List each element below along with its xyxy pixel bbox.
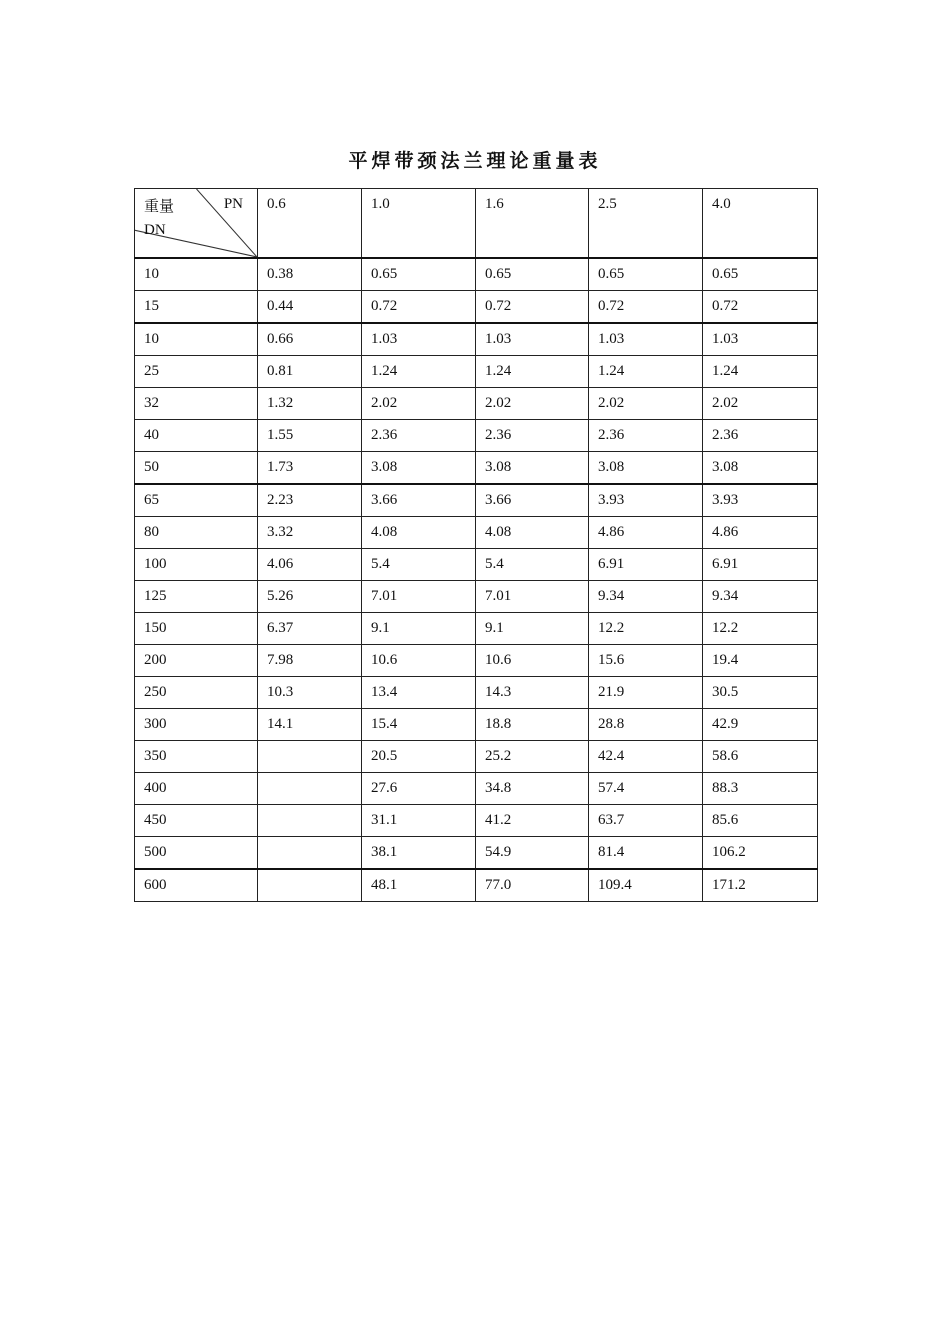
- table-row: [135, 677, 818, 709]
- table-row: [135, 323, 818, 356]
- table-row: [135, 645, 818, 677]
- weight-cell: 15.4: [362, 709, 476, 741]
- flange-weight-table: [134, 188, 818, 902]
- weight-cell: 38.1: [362, 837, 476, 870]
- weight-cell: 85.6: [703, 805, 818, 837]
- weight-cell: 7.98: [258, 645, 362, 677]
- weight-axis-label: 重量: [144, 199, 175, 215]
- dn-cell: 300: [135, 709, 258, 741]
- weight-cell: 1.73: [258, 452, 362, 485]
- table-row: [135, 581, 818, 613]
- pn-header-cell: 1.0: [362, 189, 476, 259]
- weight-cell: 5.4: [362, 549, 476, 581]
- weight-cell: 19.4: [703, 645, 818, 677]
- weight-cell: 109.4: [589, 869, 703, 902]
- weight-cell: 41.2: [476, 805, 589, 837]
- weight-cell: 4.86: [589, 517, 703, 549]
- header-row: [135, 189, 818, 259]
- table-row: [135, 613, 818, 645]
- weight-cell: 18.8: [476, 709, 589, 741]
- weight-cell: 5.4: [476, 549, 589, 581]
- dn-cell: 150: [135, 613, 258, 645]
- table-row: [135, 805, 818, 837]
- weight-cell: 6.91: [589, 549, 703, 581]
- table-row: [135, 773, 818, 805]
- weight-cell: 10.6: [476, 645, 589, 677]
- weight-cell: 7.01: [476, 581, 589, 613]
- weight-cell: 54.9: [476, 837, 589, 870]
- table-row: [135, 452, 818, 485]
- dn-cell: 40: [135, 420, 258, 452]
- weight-cell: 12.2: [589, 613, 703, 645]
- weight-cell: 10.3: [258, 677, 362, 709]
- table-row: [135, 420, 818, 452]
- weight-cell: 20.5: [362, 741, 476, 773]
- dn-cell: 50: [135, 452, 258, 485]
- table-row: [135, 517, 818, 549]
- pn-header-cell: 0.6: [258, 189, 362, 259]
- weight-cell: 4.86: [703, 517, 818, 549]
- table-row: [135, 869, 818, 902]
- pn-header-cell: 2.5: [589, 189, 703, 259]
- weight-cell: 3.93: [589, 484, 703, 517]
- weight-cell: 48.1: [362, 869, 476, 902]
- weight-cell: 42.9: [703, 709, 818, 741]
- corner-header-cell: [135, 189, 258, 259]
- weight-cell: 2.23: [258, 484, 362, 517]
- weight-cell: 2.36: [362, 420, 476, 452]
- dn-cell: 450: [135, 805, 258, 837]
- pn-header-cell: 1.6: [476, 189, 589, 259]
- weight-cell: 13.4: [362, 677, 476, 709]
- weight-cell: 77.0: [476, 869, 589, 902]
- dn-cell: 125: [135, 581, 258, 613]
- weight-cell: 63.7: [589, 805, 703, 837]
- weight-cell: 2.36: [589, 420, 703, 452]
- weight-cell: 3.32: [258, 517, 362, 549]
- dn-cell: 400: [135, 773, 258, 805]
- weight-cell: 171.2: [703, 869, 818, 902]
- weight-cell: 57.4: [589, 773, 703, 805]
- weight-cell: 3.08: [589, 452, 703, 485]
- dn-cell: 200: [135, 645, 258, 677]
- dn-cell: 10: [135, 258, 258, 291]
- weight-cell: 15.6: [589, 645, 703, 677]
- weight-cell: 88.3: [703, 773, 818, 805]
- weight-cell: 2.36: [476, 420, 589, 452]
- weight-cell: 81.4: [589, 837, 703, 870]
- weight-cell: 0.65: [476, 258, 589, 291]
- dn-cell: 600: [135, 869, 258, 902]
- weight-cell: [258, 869, 362, 902]
- table-row: [135, 741, 818, 773]
- weight-cell: 9.34: [703, 581, 818, 613]
- weight-cell: 0.72: [589, 291, 703, 324]
- weight-cell: 10.6: [362, 645, 476, 677]
- table-row: [135, 549, 818, 581]
- weight-cell: [258, 805, 362, 837]
- weight-cell: 1.32: [258, 388, 362, 420]
- weight-cell: 27.6: [362, 773, 476, 805]
- weight-cell: 1.03: [362, 323, 476, 356]
- weight-cell: 0.72: [362, 291, 476, 324]
- pn-axis-label: PN: [223, 196, 243, 212]
- weight-cell: 9.1: [362, 613, 476, 645]
- table-row: [135, 291, 818, 324]
- weight-cell: [258, 837, 362, 870]
- weight-cell: 0.65: [362, 258, 476, 291]
- weight-cell: 42.4: [589, 741, 703, 773]
- weight-cell: 2.02: [362, 388, 476, 420]
- weight-cell: 6.91: [703, 549, 818, 581]
- weight-cell: 21.9: [589, 677, 703, 709]
- weight-cell: 0.65: [589, 258, 703, 291]
- weight-cell: 3.08: [362, 452, 476, 485]
- table-row: [135, 837, 818, 870]
- weight-cell: [258, 741, 362, 773]
- weight-cell: 2.02: [476, 388, 589, 420]
- pn-header-cell: 4.0: [703, 189, 818, 259]
- weight-cell: 3.08: [476, 452, 589, 485]
- weight-cell: 0.81: [258, 356, 362, 388]
- weight-cell: 4.08: [476, 517, 589, 549]
- weight-cell: 3.66: [362, 484, 476, 517]
- weight-cell: 28.8: [589, 709, 703, 741]
- weight-cell: 4.08: [362, 517, 476, 549]
- weight-cell: 30.5: [703, 677, 818, 709]
- table-row: [135, 258, 818, 291]
- weight-cell: 25.2: [476, 741, 589, 773]
- table-body: [135, 189, 818, 902]
- weight-cell: 3.08: [703, 452, 818, 485]
- weight-cell: 0.44: [258, 291, 362, 324]
- weight-cell: 2.02: [703, 388, 818, 420]
- weight-cell: 7.01: [362, 581, 476, 613]
- table-row: [135, 709, 818, 741]
- weight-cell: 0.72: [703, 291, 818, 324]
- dn-cell: 80: [135, 517, 258, 549]
- table-row: [135, 388, 818, 420]
- weight-cell: 31.1: [362, 805, 476, 837]
- weight-cell: 14.1: [258, 709, 362, 741]
- weight-cell: 4.06: [258, 549, 362, 581]
- weight-cell: 9.34: [589, 581, 703, 613]
- weight-cell: 1.03: [476, 323, 589, 356]
- dn-cell: 15: [135, 291, 258, 324]
- weight-cell: 58.6: [703, 741, 818, 773]
- weight-cell: 2.02: [589, 388, 703, 420]
- weight-cell: 9.1: [476, 613, 589, 645]
- weight-cell: 1.03: [589, 323, 703, 356]
- weight-cell: 14.3: [476, 677, 589, 709]
- dn-cell: 500: [135, 837, 258, 870]
- page-title: 平焊带颈法兰理论重量表: [348, 150, 602, 172]
- dn-axis-label: DN: [144, 222, 166, 238]
- weight-cell: 0.65: [703, 258, 818, 291]
- weight-cell: 1.55: [258, 420, 362, 452]
- weight-cell: 1.03: [703, 323, 818, 356]
- dn-cell: 350: [135, 741, 258, 773]
- weight-cell: 3.66: [476, 484, 589, 517]
- weight-cell: 0.66: [258, 323, 362, 356]
- weight-cell: 6.37: [258, 613, 362, 645]
- dn-cell: 250: [135, 677, 258, 709]
- weight-cell: 3.93: [703, 484, 818, 517]
- table-row: [135, 356, 818, 388]
- weight-cell: [258, 773, 362, 805]
- weight-cell: 1.24: [703, 356, 818, 388]
- dn-cell: 25: [135, 356, 258, 388]
- weight-cell: 0.38: [258, 258, 362, 291]
- weight-cell: 106.2: [703, 837, 818, 870]
- weight-cell: 2.36: [703, 420, 818, 452]
- weight-cell: 0.72: [476, 291, 589, 324]
- dn-cell: 100: [135, 549, 258, 581]
- weight-cell: 5.26: [258, 581, 362, 613]
- weight-cell: 1.24: [589, 356, 703, 388]
- table-row: [135, 484, 818, 517]
- weight-cell: 34.8: [476, 773, 589, 805]
- weight-cell: 12.2: [703, 613, 818, 645]
- dn-cell: 10: [135, 323, 258, 356]
- weight-cell: 1.24: [476, 356, 589, 388]
- dn-cell: 32: [135, 388, 258, 420]
- weight-cell: 1.24: [362, 356, 476, 388]
- dn-cell: 65: [135, 484, 258, 517]
